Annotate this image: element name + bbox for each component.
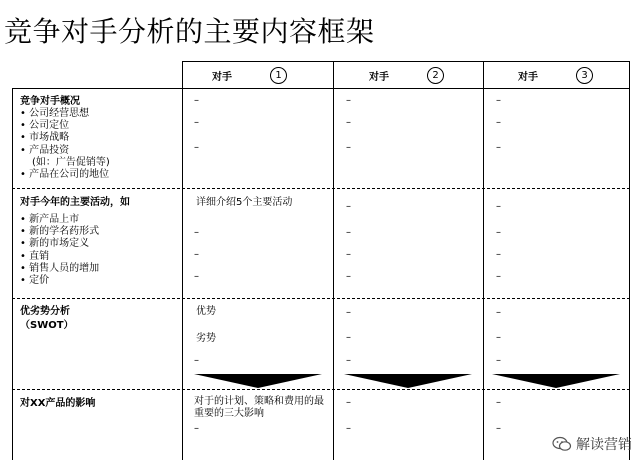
- placeholder-dash: –: [496, 332, 501, 343]
- page-title: 竞争对手分析的主要内容框架: [4, 15, 375, 48]
- placeholder-dash: –: [496, 307, 501, 318]
- down-arrow-shape: [344, 374, 472, 388]
- placeholder-dash: –: [194, 142, 199, 153]
- placeholder-dash: –: [496, 423, 501, 434]
- wechat-icon: [552, 436, 572, 452]
- placeholder-dash: –: [346, 307, 351, 318]
- column-number-badge: 2: [427, 67, 444, 84]
- placeholder-dash: –: [194, 271, 199, 282]
- cell-strength: 优势: [196, 306, 216, 317]
- section-subtitle-swot: （SWOT）: [20, 320, 74, 331]
- column-label: 对手: [212, 71, 232, 83]
- row-divider-3: [12, 389, 630, 390]
- column-number-badge: 1: [270, 67, 287, 84]
- column-header-1: [212, 65, 287, 85]
- list-item: • 产品在公司的地位: [20, 169, 110, 181]
- right-border: [629, 61, 630, 460]
- placeholder-dash: –: [496, 95, 501, 106]
- list-item: • 公司定位: [20, 120, 70, 132]
- column-label: 对手: [369, 71, 389, 83]
- list-item: • 公司经营思想: [20, 108, 90, 119]
- column-label: 对手: [518, 71, 538, 83]
- col-divider-1: [182, 61, 183, 460]
- cell-impact: 对于的计划、策略和费用的最重要的三大影响: [194, 396, 324, 419]
- placeholder-dash: –: [346, 227, 351, 238]
- placeholder-dash: –: [496, 117, 501, 128]
- section-title-swot: 优劣势分析: [20, 306, 70, 317]
- placeholder-dash: –: [496, 355, 501, 366]
- watermark: [552, 434, 632, 454]
- row-divider-2: [12, 298, 630, 299]
- placeholder-dash: –: [194, 249, 199, 260]
- list-item: • 市场战略: [20, 132, 70, 144]
- placeholder-dash: –: [194, 227, 199, 238]
- list-item: • 定价: [20, 275, 50, 287]
- placeholder-dash: –: [346, 201, 351, 212]
- placeholder-dash: –: [346, 271, 351, 282]
- placeholder-dash: –: [346, 423, 351, 434]
- placeholder-dash: –: [194, 423, 199, 434]
- list-item: • 直销: [20, 250, 50, 262]
- placeholder-dash: –: [496, 271, 501, 282]
- cell-weakness: 劣势: [196, 333, 216, 344]
- list-item: • 销售人员的增加: [20, 262, 100, 274]
- placeholder-dash: –: [194, 117, 199, 128]
- col-divider-3: [483, 61, 484, 460]
- section-title-overview: 竞争对手概况: [20, 96, 80, 107]
- placeholder-dash: –: [496, 397, 501, 408]
- header-bottom-border: [12, 88, 630, 89]
- placeholder-dash: –: [346, 95, 351, 106]
- section-title-impact: 对XX产品的影响: [20, 398, 96, 409]
- overview-list: [20, 108, 110, 181]
- down-arrow-shape: [492, 374, 620, 388]
- section-title-activities: 对手今年的主要活动，如: [20, 197, 130, 208]
- row-divider-1: [12, 188, 630, 189]
- down-arrow-shape: [194, 374, 322, 388]
- list-item: • 产品投资: [20, 144, 70, 156]
- placeholder-dash: –: [346, 397, 351, 408]
- list-item: • 新的市场定义: [20, 238, 90, 250]
- placeholder-dash: –: [346, 355, 351, 366]
- activities-list: [20, 214, 99, 287]
- column-header-3: [518, 65, 593, 85]
- col-divider-2: [333, 61, 334, 460]
- placeholder-dash: –: [194, 355, 199, 366]
- cell-activities-detail: 详细介绍5个主要活动: [196, 197, 293, 208]
- placeholder-dash: –: [496, 142, 501, 153]
- left-border: [12, 88, 13, 460]
- placeholder-dash: –: [194, 95, 199, 106]
- list-item: • 新的学名药形式: [20, 226, 100, 238]
- column-number-badge: 3: [576, 67, 593, 84]
- placeholder-dash: –: [346, 142, 351, 153]
- list-item: (如：广告促销等): [32, 156, 110, 168]
- placeholder-dash: –: [496, 249, 501, 260]
- placeholder-dash: –: [346, 117, 351, 128]
- placeholder-dash: –: [346, 249, 351, 260]
- placeholder-dash: –: [346, 332, 351, 343]
- table-top-border: [182, 61, 630, 62]
- watermark-text: 解读营销: [576, 437, 632, 453]
- placeholder-dash: –: [496, 201, 501, 212]
- list-item: • 新产品上市: [20, 214, 80, 225]
- column-header-2: [369, 65, 444, 85]
- placeholder-dash: –: [496, 227, 501, 238]
